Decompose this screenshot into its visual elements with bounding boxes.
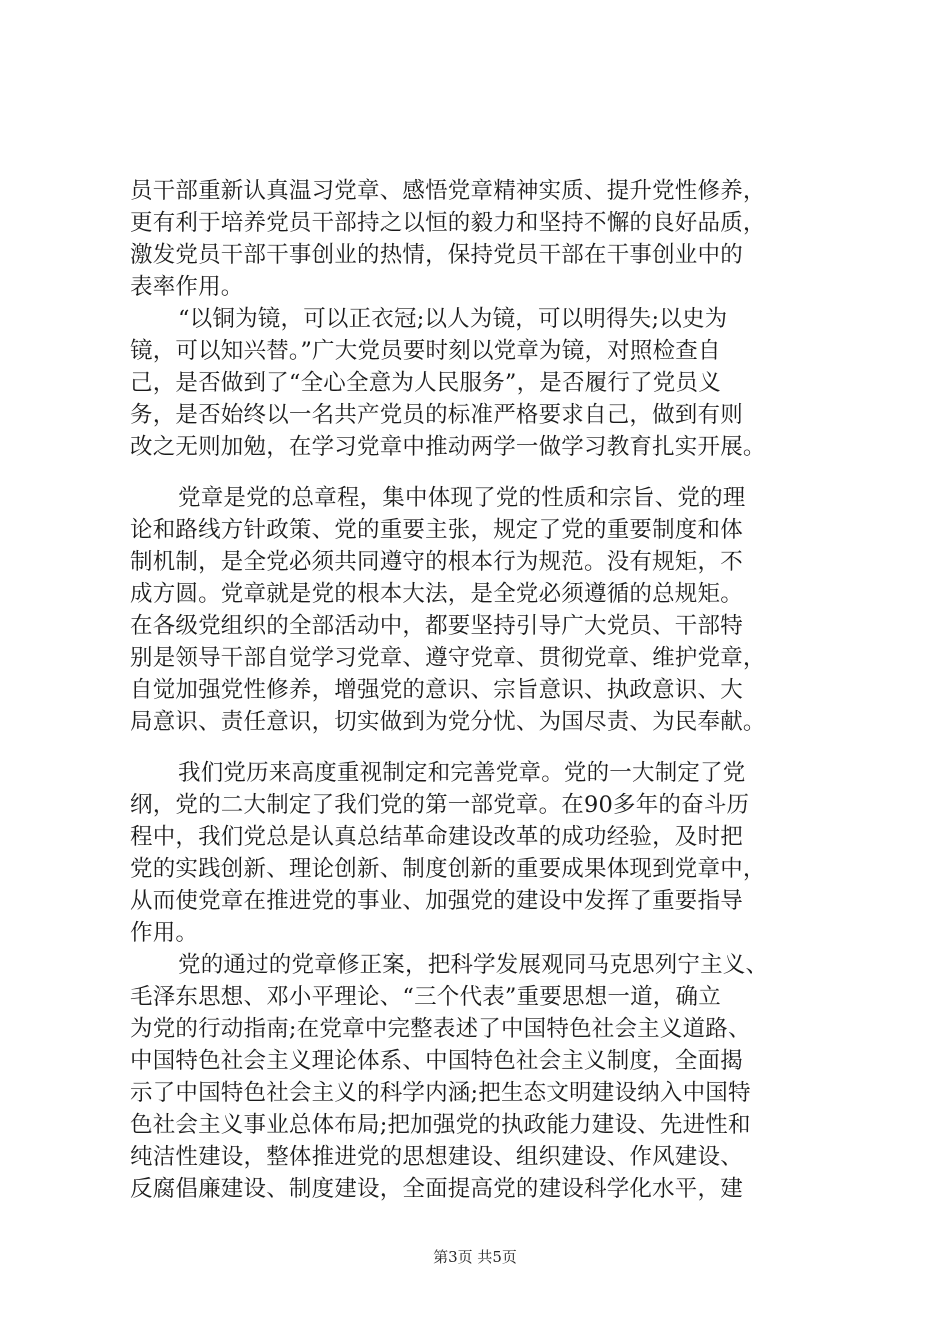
text-line: 自觉加强党性修养，增强党的意识、宗旨意识、执政意识、大	[130, 677, 743, 703]
text-line: 为党的行动指南;在党章中完整表述了中国特色社会主义道路、	[130, 1016, 751, 1042]
text-line: 改之无则加勉，在学习党章中推动两学一做学习教育扎实开展。	[130, 434, 766, 460]
text-line: 局意识、责任意识，切实做到为党分忧、为国尽责、为民奉献。	[130, 709, 766, 735]
text-line: 程中，我们党总是认真总结革命建设改革的成功经验，及时把	[130, 824, 743, 850]
text-line: 党的实践创新、理论创新、制度创新的重要成果体现到党章中，	[130, 856, 766, 882]
text-line: 反腐倡廉建设、制度建设，全面提高党的建设科学化水平，建	[130, 1176, 743, 1202]
text-line: 更有利于培养党员干部持之以恒的毅力和坚持不懈的良好品质，	[130, 210, 766, 236]
text-line: 党的通过的党章修正案，把科学发展观同马克思列宁主义、	[178, 952, 769, 978]
text-line: 从而使党章在推进党的事业、加强党的建设中发挥了重要指导	[130, 888, 743, 914]
text-line: 成方圆。党章就是党的根本大法，是全党必须遵循的总规矩。	[130, 581, 743, 607]
text-line: 别是领导干部自觉学习党章、遵守党章、贯彻党章、维护党章，	[130, 645, 766, 671]
text-line: 表率作用。	[130, 274, 244, 300]
text-line: 员干部重新认真温习党章、感悟党章精神实质、提升党性修养，	[130, 178, 766, 204]
page-footer: 第3页 共5页	[433, 1248, 517, 1266]
text-line: 色社会主义事业总体布局;把加强党的执政能力建设、先进性和	[130, 1112, 751, 1138]
text-line: 中国特色社会主义理论体系、中国特色社会主义制度，全面揭	[130, 1048, 743, 1074]
text-line: 党章是党的总章程，集中体现了党的性质和宗旨、党的理	[178, 485, 746, 511]
text-line: 我们党历来高度重视制定和完善党章。党的一大制定了党	[178, 760, 746, 786]
text-line: 激发党员干部干事创业的热情，保持党员干部在干事创业中的	[130, 242, 743, 268]
text-line: 作用。	[130, 920, 199, 946]
text-line: 在各级党组织的全部活动中，都要坚持引导广大党员、干部特	[130, 613, 743, 639]
text-line: 镜，可以知兴替。”广大党员要时刻以党章为镜，对照检查自	[130, 338, 721, 364]
text-line: 纯洁性建设，整体推进党的思想建设、组织建设、作风建设、	[130, 1144, 743, 1170]
text-line: “以铜为镜，可以正衣冠;以人为镜，可以明得失;以史为	[178, 306, 728, 332]
text-line: 纲，党的二大制定了我们党的第一部党章。在90多年的奋斗历	[130, 792, 750, 818]
text-line: 务，是否始终以一名共产党员的标准严格要求自己，做到有则	[130, 402, 743, 428]
text-line: 示了中国特色社会主义的科学内涵;把生态文明建设纳入中国特	[130, 1080, 751, 1106]
text-line: 论和路线方针政策、党的重要主张，规定了党的重要制度和体	[130, 517, 743, 543]
text-line: 毛泽东思想、邓小平理论、“三个代表”重要思想一道，确立	[130, 984, 721, 1010]
text-line: 己，是否做到了“全心全意为人民服务”，是否履行了党员义	[130, 370, 721, 396]
text-line: 制机制，是全党必须共同遵守的根本行为规范。没有规矩，不	[130, 549, 743, 575]
